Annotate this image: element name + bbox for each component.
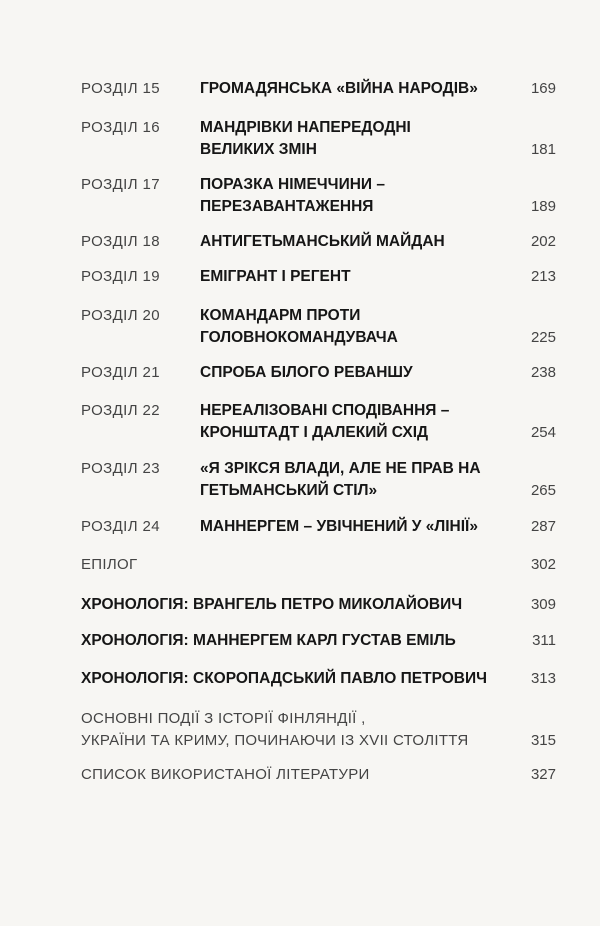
chapter-title-line: ПОРАЗКА НІМЕЧЧИНИ – (200, 176, 385, 193)
chapter-title-line: ПЕРЕЗАВАНТАЖЕННЯ (200, 198, 374, 215)
page-number: 313 (530, 670, 556, 687)
chapter-label: РОЗДІЛ 24 (81, 518, 161, 535)
page-number: 309 (530, 596, 556, 613)
chapter-title (200, 117, 520, 161)
chapter-title (200, 458, 520, 502)
chapter-title-line: ВЕЛИКИХ ЗМІН (200, 141, 317, 158)
chapter-title-line: МАННЕРГЕМ – УВІЧНЕНИЙ У «ЛІНІЇ» (200, 518, 478, 535)
chapter-title-line: ГОЛОВНОКОМАНДУВАЧА (200, 329, 398, 346)
chapter-title-line: АНТИГЕТЬМАНСЬКИЙ МАЙДАН (200, 233, 445, 250)
chapter-label: РОЗДІЛ 19 (81, 268, 161, 285)
page-number: 311 (532, 632, 556, 649)
page-number: 302 (530, 556, 556, 573)
events-title-line: ОСНОВНІ ПОДІЇ З ІСТОРІЇ ФІНЛЯНДІЇ , (81, 710, 366, 727)
chapter-title-line: ГРОМАДЯНСЬКА «ВІЙНА НАРОДІВ» (200, 80, 478, 97)
page-number: 202 (530, 233, 556, 250)
page-number: 181 (530, 141, 556, 158)
chapter-label: РОЗДІЛ 22 (81, 402, 161, 419)
chapter-label: РОЗДІЛ 23 (81, 460, 161, 477)
bibliography-label-text: СПИСОК ВИКОРИСТАНОЇ ЛІТЕРАТУРИ (81, 766, 370, 783)
chapter-title-line: КОМАНДАРМ ПРОТИ (200, 307, 361, 324)
chapter-title (200, 305, 520, 349)
epilogue-label-text: ЕПІЛОГ (81, 556, 138, 573)
chapter-title-line: «Я ЗРІКСЯ ВЛАДИ, АЛЕ НЕ ПРАВ НА (200, 460, 481, 477)
chapter-label: РОЗДІЛ 20 (81, 307, 161, 324)
bibliography-label (81, 764, 521, 786)
chapter-title (200, 362, 520, 384)
chapter-title (200, 400, 520, 444)
chapter-title-line: МАНДРІВКИ НАПЕРЕДОДНІ (200, 119, 411, 136)
page-number: 225 (530, 329, 556, 346)
chapter-title (200, 266, 520, 288)
chapter-title-line: ЕМІГРАНТ І РЕГЕНТ (200, 268, 351, 285)
page-number: 238 (530, 364, 556, 381)
chronology-title: ХРОНОЛОГІЯ: ВРАНГЕЛЬ ПЕТРО МИКОЛАЙОВИЧ (81, 596, 463, 613)
chapter-label: РОЗДІЛ 16 (81, 119, 161, 136)
chapter-label: РОЗДІЛ 21 (81, 364, 161, 381)
chapter-title-line: СПРОБА БІЛОГО РЕВАНШУ (200, 364, 413, 381)
page-number: 169 (530, 80, 556, 97)
chronology-title: ХРОНОЛОГІЯ: МАННЕРГЕМ КАРЛ ГУСТАВ ЕМІЛЬ (81, 632, 456, 649)
chapter-title (200, 174, 520, 218)
chronology-title: ХРОНОЛОГІЯ: СКОРОПАДСЬКИЙ ПАВЛО ПЕТРОВИЧ (81, 670, 488, 687)
chapter-title-line: КРОНШТАДТ І ДАЛЕКИЙ СХІД (200, 424, 429, 441)
chapter-title-line: НЕРЕАЛІЗОВАНІ СПОДІВАННЯ – (200, 402, 450, 419)
epilogue-label (81, 554, 521, 576)
page-number: 254 (530, 424, 556, 441)
page-number: 315 (530, 732, 556, 749)
chapter-title (200, 516, 520, 538)
page-number: 265 (530, 482, 556, 499)
chapter-title-line: ГЕТЬМАНСЬКИЙ СТІЛ» (200, 482, 378, 499)
chapter-label: РОЗДІЛ 18 (81, 233, 161, 250)
chapter-title (200, 78, 520, 100)
chapter-label: РОЗДІЛ 17 (81, 176, 161, 193)
page-number: 189 (530, 198, 556, 215)
page-number: 327 (530, 766, 556, 783)
page-number: 213 (530, 268, 556, 285)
page-number: 287 (530, 518, 556, 535)
chapter-label: РОЗДІЛ 15 (81, 80, 161, 97)
events-title-line: УКРАЇНИ ТА КРИМУ, ПОЧИНАЮЧИ ІЗ XVII СТОЛІТТЯ (81, 732, 469, 749)
events-title (81, 708, 521, 752)
chapter-title (200, 231, 520, 253)
